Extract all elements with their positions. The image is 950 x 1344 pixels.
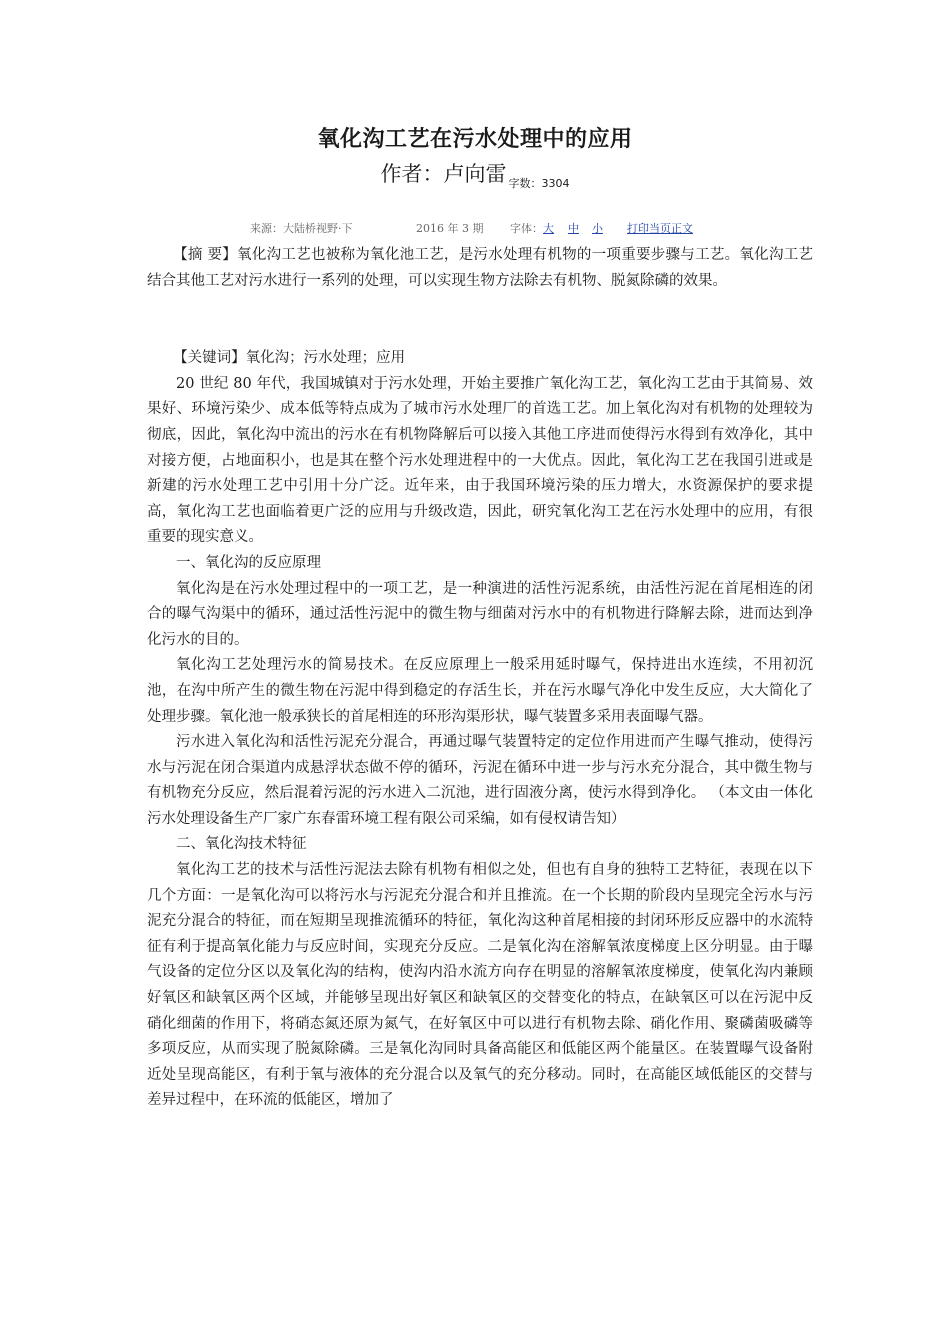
issue-label: 2016 年 3 期	[416, 222, 484, 235]
author-line	[0, 158, 950, 191]
word-count: 字数：3304	[508, 177, 570, 190]
font-size-label: 字体：	[510, 222, 543, 235]
source-label: 来源：大陆桥视野·下	[250, 222, 353, 235]
body-paragraph: 氧化沟工艺处理污水的简易技术。在反应原理上一般采用延时曝气，保持进出水连续，不用初沉池，在沟中所产生的微生物在污泥中得到稳定的存活生长，并在污水曝气净化中发生反应，大大简化了处理步骤。氧化池一般承狭长的首尾相连的环形沟渠形状，曝气装置多采用表面曝气器。	[147, 657, 813, 725]
author-name: 作者：卢向雷	[380, 162, 507, 186]
font-medium-link[interactable]: 中	[568, 222, 579, 235]
article-body	[147, 243, 813, 1114]
font-large-link[interactable]: 大	[543, 222, 554, 235]
section-heading: 一、氧化沟的反应原理	[176, 554, 321, 571]
font-small-link[interactable]: 小	[592, 222, 603, 235]
body-paragraph: 污水进入氧化沟和活性污泥充分混合，再通过曝气装置特定的定位作用进而产生曝气推动，使得污水与污泥在闭合渠道内成悬浮状态做不停的循环，污泥在循环中进一步与污水充分混合，其中微生物与有机物充分反应，然后混着污泥的污水进入二沉池，进行固液分离，使污水得到净化。 （本文由一体化污水处理设备生产厂家广东春雷环境工程有限公司采编，如有侵权请告知）	[147, 734, 813, 827]
body-paragraph: 20 世纪 80 年代，我国城镇对于污水处理，开始主要推广氧化沟工艺，氧化沟工艺由于其简易、效果好、环境污染少、成本低等特点成为了城市污水处理厂的首选工艺。加上氧化沟对有机物的处理较为彻底，因此，氧化沟中流出的污水在有机物降解后可以接入其他工序进而使得污水得到有效净化，其中对接方便，占地面积小，也是其在整个污水处理进程中的一大优点。因此，氧化沟工艺在我国引进或是新建的污水处理工艺中引用十分广泛。近年来，由于我国环境污染的压力增大，水资源保护的要求提高，氧化沟工艺也面临着更广泛的应用与升级改造，因此，研究氧化沟工艺在污水处理中的应用，有很重要的现实意义。	[147, 375, 813, 546]
article-title: 氧化沟工艺在污水处理中的应用	[317, 127, 633, 152]
body-paragraph: 氧化沟是在污水处理过程中的一项工艺，是一种演进的活性污泥系统，由活性污泥在首尾相连的闭合的曝气沟渠中的循环，通过活性污泥中的微生物与细菌对污水中的有机物进行降解去除，进而达到净化污水的目的。	[147, 580, 813, 648]
keywords-paragraph: 【关键词】氧化沟；污水处理；应用	[173, 350, 406, 367]
abstract-paragraph: 【摘 要】氧化沟工艺也被称为氧化池工艺，是污水处理有机物的一项重要步骤与工艺。氧化沟工艺结合其他工艺对污水进行一系列的处理，可以实现生物方法除去有机物、脱氮除磷的效果。	[147, 247, 813, 289]
print-link[interactable]: 打印当页正文	[627, 222, 693, 235]
section-heading: 二、氧化沟技术特征	[176, 836, 307, 853]
body-paragraph: 氧化沟工艺的技术与活性污泥法去除有机物有相似之处，但也有自身的独特工艺特征，表现在以下几个方面：一是氧化沟可以将污水与污泥充分混合和并且推流。在一个长期的阶段内呈现完全污水与污泥充分混合的特征，而在短期呈现推流循环的特征，氧化沟这种首尾相接的封闭环形反应器中的水流特征有利于提高氧化能力与反应时间，实现充分反应。二是氧化沟在溶解氧浓度梯度上区分明显。由于曝气设备的定位分区以及氧化沟的结构，使沟内沿水流方向存在明显的溶解氧浓度梯度，使氧化沟内兼顾好氧区和缺氧区两个区域，并能够呈现出好氧区和缺氧区的交替变化的特点，在缺氧区可以在污泥中反硝化细菌的作用下，将硝态氮还原为氮气，在好氧区中可以进行有机物去除、硝化作用、聚磷菌吸磷等多项反应，从而实现了脱氮除磷。三是氧化沟同时具备高能区和低能区两个能量区。在装置曝气设备附近处呈现高能区，有利于氧与液体的充分混合以及氧气的充分移动。同时，在高能区域低能区的交替与差异过程中，在环流的低能区，增加了	[147, 862, 813, 1109]
